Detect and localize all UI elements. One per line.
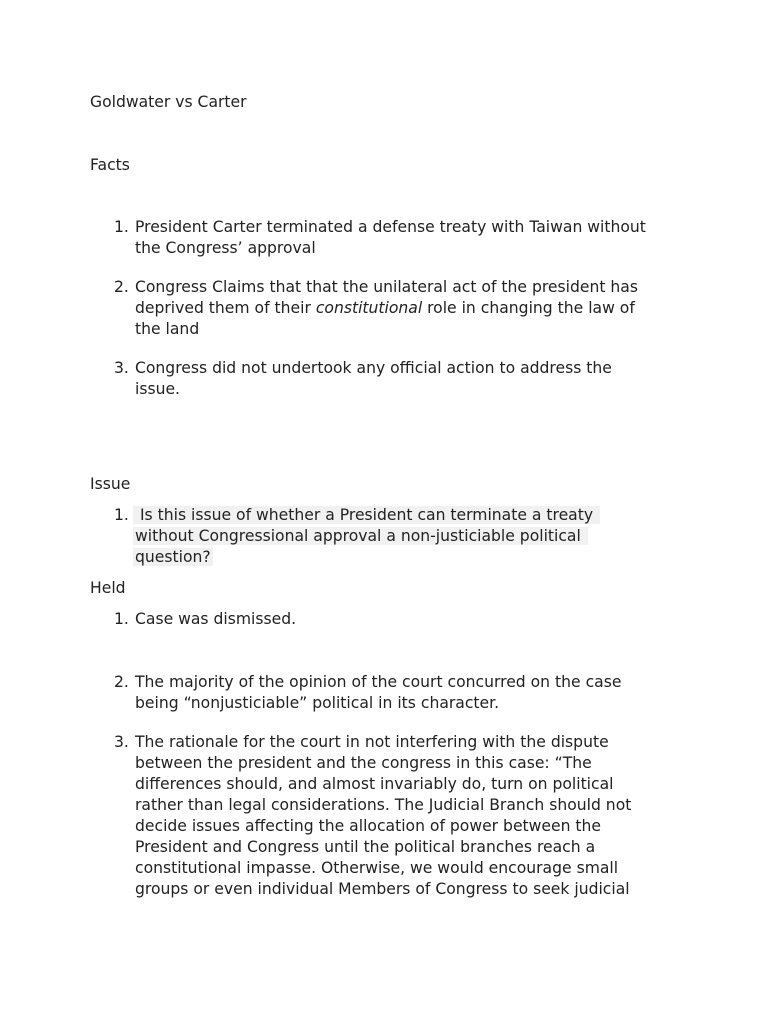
list-item-line: The rationale for the court in not interfering with the dispute xyxy=(135,733,609,751)
list-item-line: between the president and the congress in this case: “The xyxy=(135,754,592,772)
list-item-line: President and Congress until the political branches reach a xyxy=(135,838,596,856)
list-number: 3. xyxy=(114,733,129,751)
list-number: 2. xyxy=(114,673,129,691)
list-item-line: being “nonjusticiable” political in its character. xyxy=(135,694,500,712)
highlighted-text: Is this issue of whether a President can terminate a treaty xyxy=(135,506,599,524)
list-item-line: constitutional impasse. Otherwise, we would encourage small xyxy=(135,859,619,877)
list-item-line: deprived them of their constitutional role in changing the law of xyxy=(135,299,635,317)
document-title: Goldwater vs Carter xyxy=(90,93,247,111)
list-number: 2. xyxy=(114,278,129,296)
list-item-line: the Congress’ approval xyxy=(135,239,316,257)
list-item-line: President Carter terminated a defense treaty with Taiwan without xyxy=(135,218,646,236)
list-number: 1. xyxy=(114,506,129,524)
list-number: 1. xyxy=(114,218,129,236)
list-number: 1. xyxy=(114,610,129,628)
held-heading: Held xyxy=(90,579,126,597)
list-item-line: Congress did not undertook any official action to address the xyxy=(135,359,612,377)
list-item-line: groups or even individual Members of Congress to seek judicial xyxy=(135,880,630,898)
list-item-line: The majority of the opinion of the court concurred on the case xyxy=(135,673,622,691)
list-item-line: differences should, and almost invariably do, turn on political xyxy=(135,775,614,793)
list-item-line: the land xyxy=(135,320,200,338)
list-item-line: issue. xyxy=(135,380,181,398)
highlighted-text: without Congressional approval a non-justiciable political xyxy=(135,527,586,545)
issue-heading: Issue xyxy=(90,475,131,493)
highlighted-text: question? xyxy=(135,548,211,566)
list-item-line: Congress Claims that that the unilateral act of the president has xyxy=(135,278,638,296)
list-item-line: rather than legal considerations. The Judicial Branch should not xyxy=(135,796,632,814)
emphasis-text: constitutional xyxy=(315,299,423,317)
list-number: 3. xyxy=(114,359,129,377)
list-item-line: decide issues affecting the allocation of power between the xyxy=(135,817,602,835)
list-item-line: Case was dismissed. xyxy=(135,610,297,628)
facts-heading: Facts xyxy=(90,156,130,174)
